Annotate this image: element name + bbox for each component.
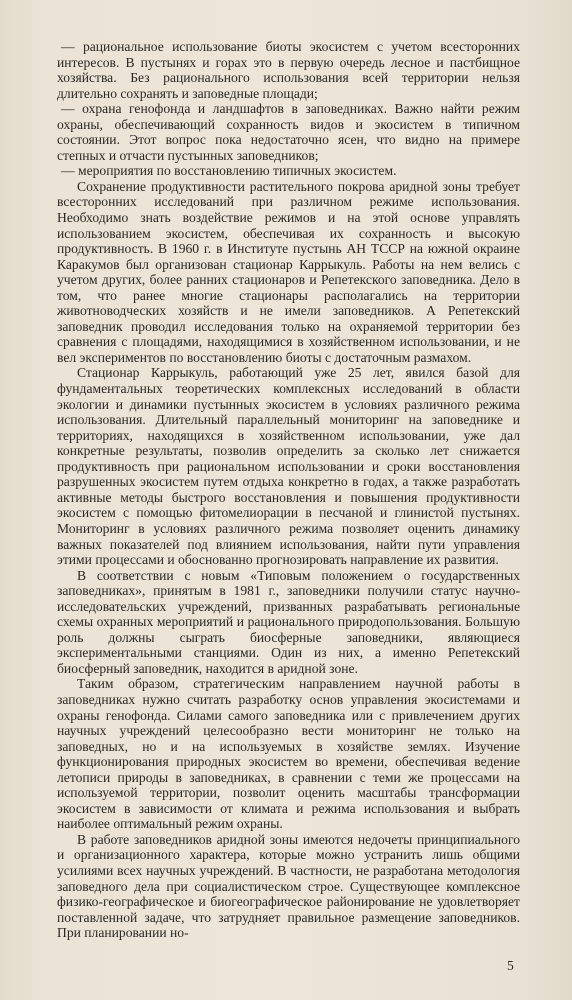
body-text: [57, 39, 520, 941]
page-number: 5: [507, 958, 514, 973]
paragraph-productivity: Сохранение продуктивности растительного покрова аридной зоны требует всесторонних исследований при различном режиме использования. Необходимо знать воздействие режимов и на этой основе управлять использованием экосистем, обеспечивая их сохранность и высокую продуктивность. В 1960 г. в Институте пустынь АН ТССР на южной окраине Каракумов был организован стационар Каррыкуль. Работы на нем велись с учетом других, более ранних стационаров и Репетекского заповедника. Дело в том, что ранее многие стационары располагались на территории животноводческих хозяйств и не имели заповедников. А Репетекский заповедник проводил исследования только на охраняемой территории без сравнения с площадями, находящимися в хозяйственном использовании, и не вел экспериментов по восстановлению биоты с достаточным размахом.: [57, 178, 520, 365]
paragraph-strategy: Таким образом, стратегическим направлением научной работы в заповедниках нужно считать разработку основ управления экосистемами и охраны генофонда. Силами самого заповедника или с привлечением других научных учреждений целесообразно вести мониторинг не только на заповедных, но и на используемых в хозяйстве землях. Изучение функционирования природных экосистем во времени, обеспечивая ведение летописи природы в заповедниках, в сравнении с теми же процессами на используемой территории, позволит оценить масштабы трансформации экосистем в зависимости от климата и режима использования и выбрать наиболее оптимальный режим охраны.: [57, 676, 520, 832]
paragraph-karrykul-station: Стационар Каррыкуль, работающий уже 25 лет, явился базой для фундаментальных теоретических комплексных исследований в области экологии и динамики пустынных экосистем в условиях различного режима использования. Длительный параллельный мониторинг на заповеднике и территориях, находящихся в хозяйственном использовании, уже дал конкретные результаты, позволив определить за сколько лет снижается продуктивность при рациональном использовании и сроки восстановления разрушенных экосистем путем отдыха конкретно в годах, а также разработать активные методы быстрого восстановления и повышения продуктивности экосистем с помощью фитомелиорации в песчаной и глинистой пустынях. Мониторинг в условиях различного режима позволяет оценить динамику важных показателей под влиянием использования, найти пути управления этими процессами и обоснованно прогнозировать направление их развития.: [57, 365, 520, 568]
list-item-biota-use: — рациональное использование биоты экосистем с учетом всесторонних интересов. В пустынях и горах это в первую очередь лесное и пастбищное хозяйства. Без рационального использования всей территории нельзя длительно сохранять и заповедные площади;: [57, 39, 520, 101]
paragraph-shortcomings: В работе заповедников аридной зоны имеются недочеты принципиального и организационного характера, которые можно устранить лишь общими усилиями всех научных учреждений. В частности, не разработана методология заповедного дела при социалистическом строе. Существующее комплексное физико-географическое и биогеографическое районирование не удовлетворяет поставленной задаче, что затрудняет правильное размещение заповедников. При планировании но-: [57, 831, 520, 941]
paragraph-regulations: В соответствии с новым «Типовым положением о государственных заповедниках», принятым в 1981 г., заповедники получили статус научно-исследовательских учреждений, призванных разрабатывать региональные схемы охранных мероприятий и рационального природопользования. Большую роль должны сыграть биосферные заповедники, являющиеся экспериментальными станциями. Один из них, а именно Репетекский биосферный заповедник, находится в аридной зоне.: [57, 567, 520, 676]
list-item-ecosystem-restoration: — мероприятия по восстановлению типичных экосистем.: [61, 163, 397, 179]
list-item-genepool-protection: — охрана генофонда и ландшафтов в заповедниках. Важно найти режим охраны, обеспечивающий сохранность видов и экосистем в типичном состоянии. Этот вопрос пока недостаточно ясен, что видно на примере степных и отчасти пустынных заповедников;: [57, 101, 520, 163]
